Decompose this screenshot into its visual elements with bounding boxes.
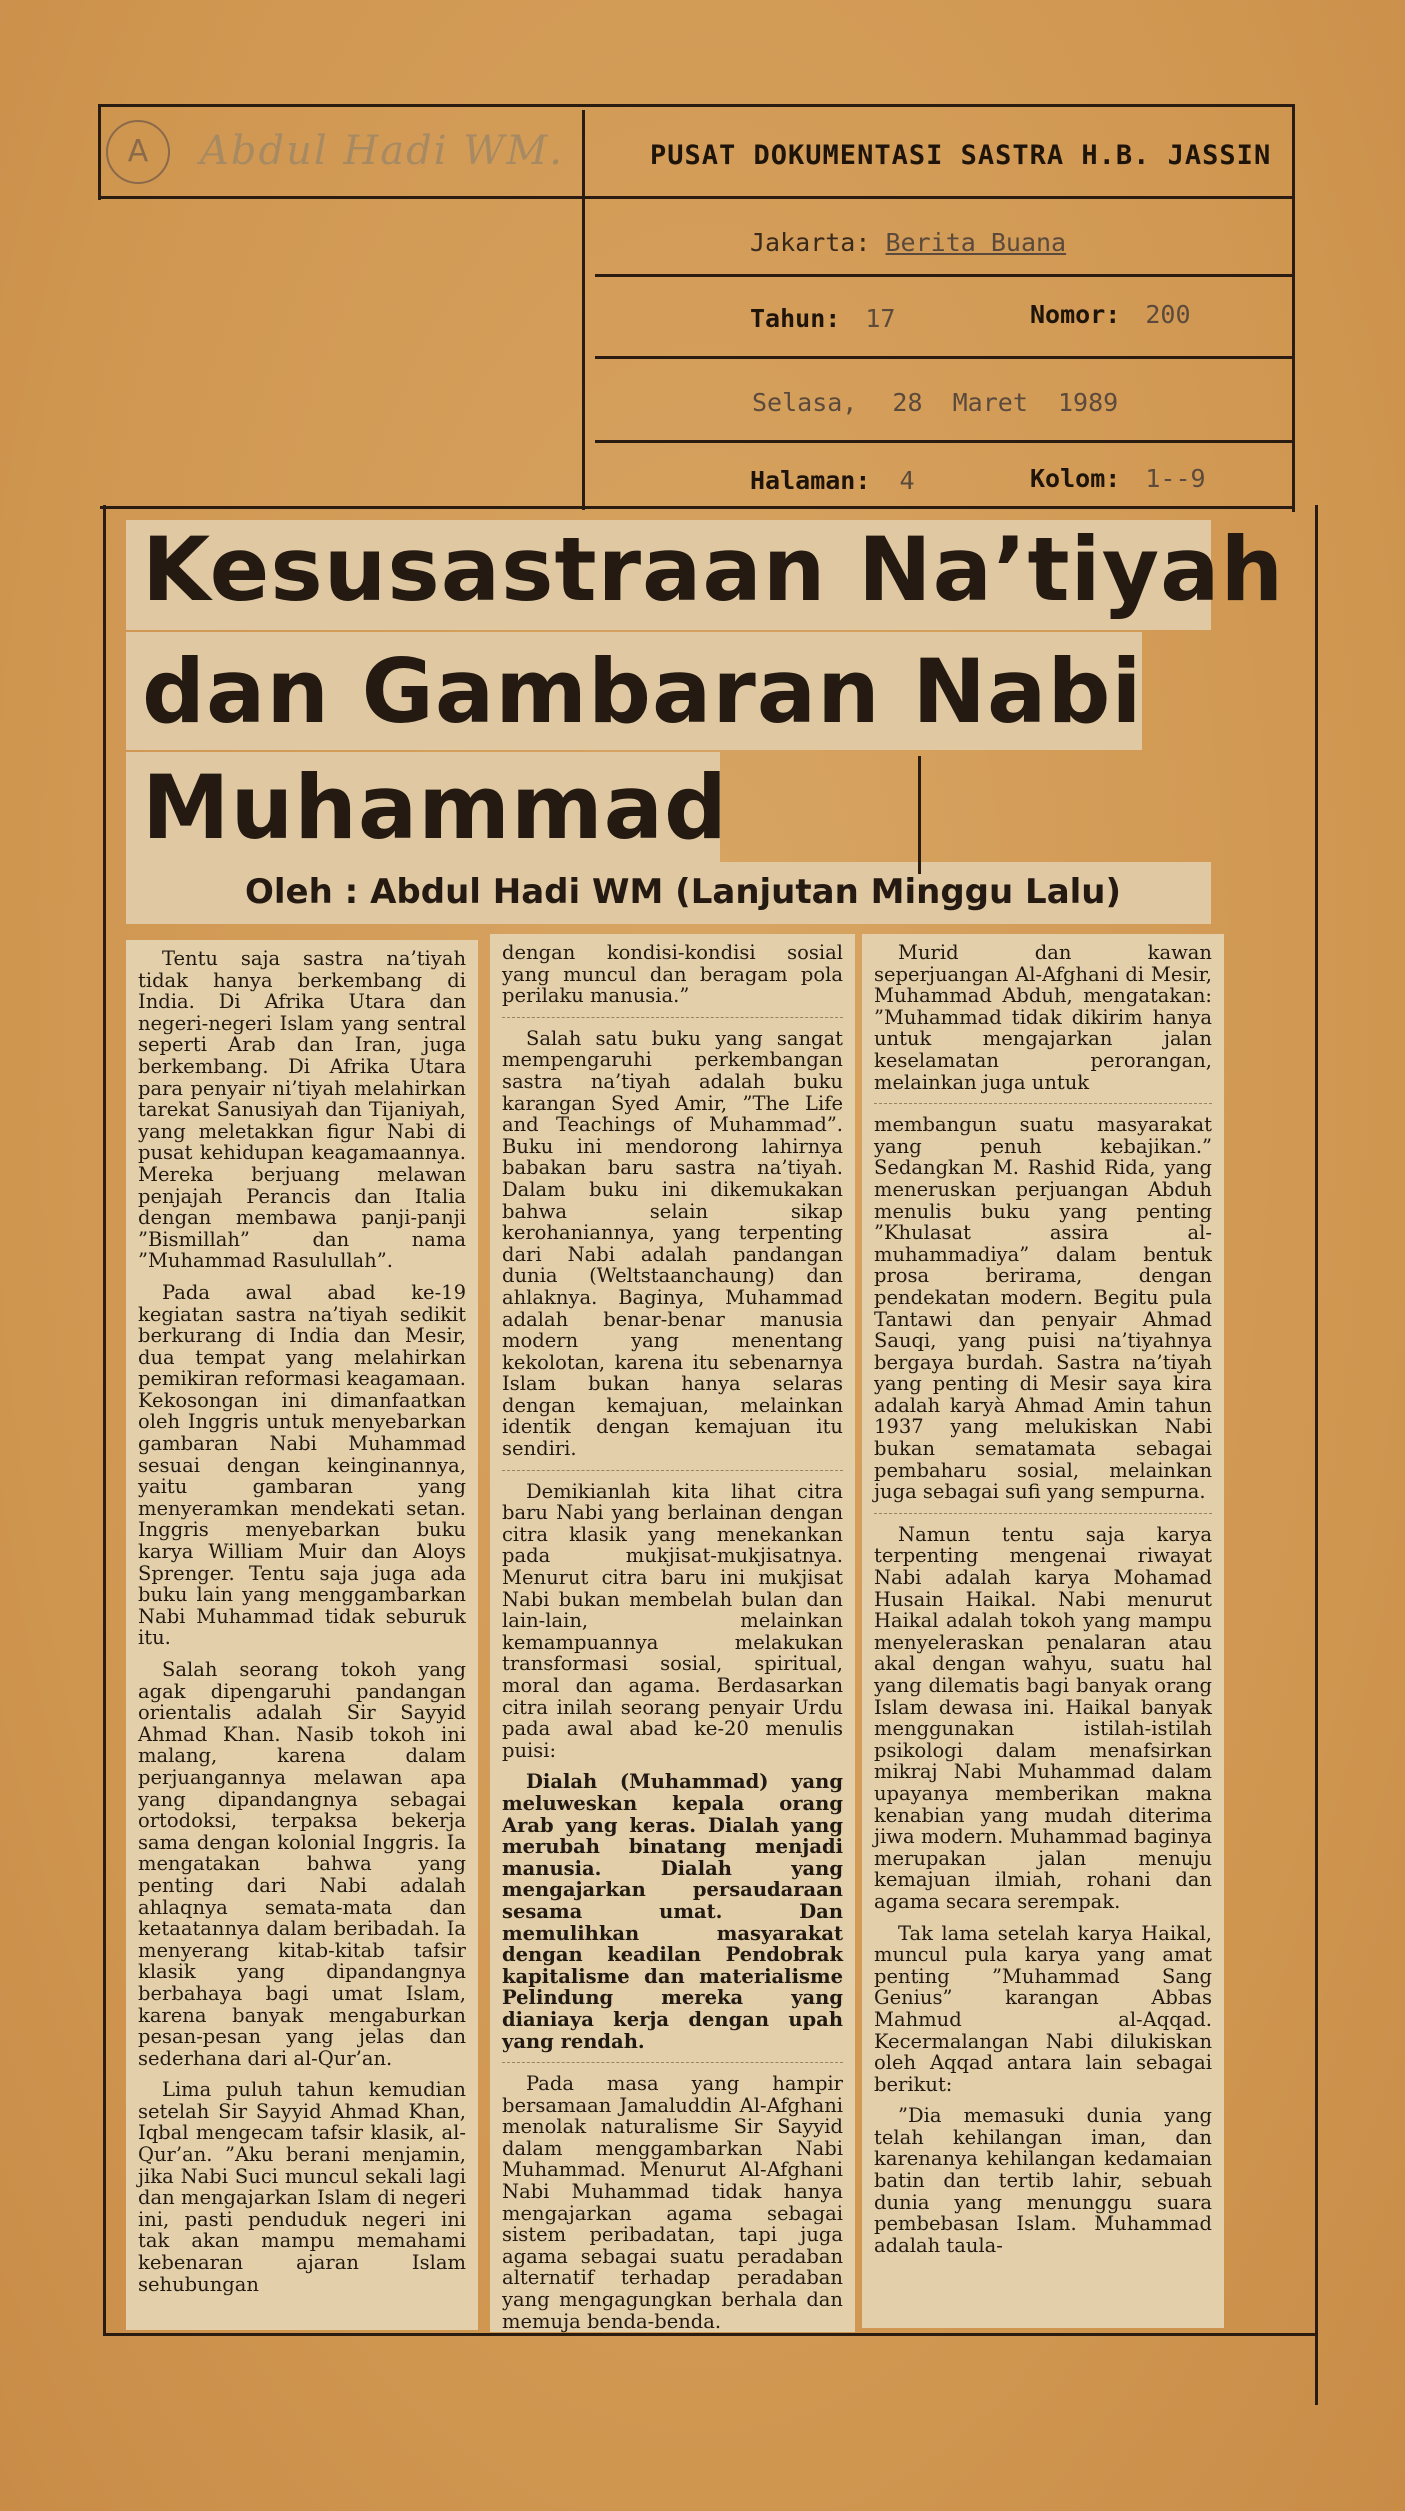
column-label: Kolom: xyxy=(1030,464,1121,493)
number-value: 200 xyxy=(1145,300,1191,329)
col3-paragraph: Namun tentu saja karya terpenting mengenai riwayat Nabi adalah karya Mohamad Husain Haikal. Nabi menurut Haikal adalah tokoh yang mampu menyeleraskan penalaran atau akal dengan wahyu, suatu hal yang dilematis bagi banyak orang Islam dewasa ini. Haikal banyak menggunakan istilah-istilah psikologi dalam menafsirkan mikraj Nabi Muhammad dalam upayanya memberikan makna kenabian yang mudah diterima jiwa modern. Muhammad baginya merupakan jalan menuju kemajuan ilmiah, rohani dan agama secara serempak. xyxy=(874,1522,1212,1913)
year-label: Tahun: xyxy=(750,304,841,333)
frame-row-line-2 xyxy=(595,274,1292,277)
column-separator xyxy=(874,1513,1212,1514)
col2-poem-quote: Dialah (Muhammad) yang meluweskan kepala orang Arab yang keras. Dialah yang merubah binatang menjadi manusia. Dialah yang mengajarkan persaudaraan sesama umat. Dan memulihkan masyarakat dengan keadilan Pendobrak kapitalisme dan materialisme Pelindung mereka yang dianiaya kerja dengan upah yang rendah. xyxy=(502,1770,843,2053)
col2-paragraph: Salah satu buku yang sangat mempengaruhi perkembangan sastra na’tiyah adalah buku karangan Syed Amir, ”The Life and Teachings of Muhammad”. Buku ini mendorong lahirnya babakan baru sastra na’tiyah. Dalam buku ini dikemukakan bahwa selain sikap kerohaniannya, yang terpenting dari Nabi adalah pandangan dunia (Weltstaanchaung) dan ahlaknya. Baginya, Muhammad adalah benar-benar manusia modern yang menentang kekolotan, karena itu sebenarnya Islam bukan hanya selaras dengan kemajuan, melainkan identik dengan kemajuan itu sendiri. xyxy=(502,1026,843,1461)
column-separator xyxy=(502,1470,843,1471)
column-separator xyxy=(502,1017,843,1018)
headline-line-1: Kesusastraan Na’tiyah xyxy=(142,518,1285,621)
frame-right-line xyxy=(1292,104,1295,512)
number-row xyxy=(1030,300,1191,329)
frame-row-line-4 xyxy=(595,440,1292,443)
handwritten-author: Abdul Hadi WM. xyxy=(200,128,564,174)
publication-row xyxy=(750,228,1066,257)
headline-line-2: dan Gambaran Nabi xyxy=(142,640,1143,743)
article-column-3 xyxy=(862,934,1224,2328)
col3-paragraph: Murid dan kawan seperjuangan Al-Afghani di Mesir, Muhammad Abduh, mengatakan: ”Muhammad tidak dikirim hanya untuk mengajarkan jalan keselamatan perorangan, melainkan juga untuk xyxy=(874,941,1212,1094)
archive-stamp: A xyxy=(106,120,170,184)
col1-paragraph: Pada awal abad ke-19 kegiatan sastra na’tiyah sedikit berkurang di India dan Mesir, dua tempat yang melahirkan pemikiran reformasi keagamaan. Kekosongan ini dimanfaatkan oleh Inggris untuk menyebarkan gambaran Nabi Muhammad sesuai dengan keinginannya, yaitu gambaran yang menyeramkan mendekati setan. Inggris menyebarkan buku karya William Muir dan Aloys Sprenger. Tentu saja juga ada buku lain yang menggambarkan Nabi Muhammad tidak seburuk itu. xyxy=(138,1280,466,1650)
page-label: Halaman: xyxy=(750,466,871,495)
col3-paragraph: Tak lama setelah karya Haikal, muncul pula karya yang amat penting ”Muhammad Sang Genius” karangan Abbas Mahmud al-Aqqad. Kecermalangan Nabi dilukiskan oleh Aqqad antara lain sebagai berikut: xyxy=(874,1921,1212,2096)
col1-paragraph: Salah seorang tokoh yang agak dipengaruhi pandangan orientalis adalah Sir Sayyid Ahmad Khan. Nasib tokoh ini malang, karena dalam perjuangannya melawan apa yang dipandangnya sebagai ortodoksi, terpaksa bekerja sama dengan kolonial Inggris. Ia mengatakan bahwa yang penting dari Nabi adalah ahlaqnya semata-mata dan ketaatannya dalam beribadah. Ia menyerang kitab-kitab tafsir klasik yang dipandangnya berbahaya bagi umat Islam, karena banyak mengaburkan pesan-pesan yang jelas dan sederhana dari al-Qur’an. xyxy=(138,1658,466,2070)
column-separator xyxy=(502,2062,843,2063)
frame-row-line-1 xyxy=(98,196,1295,199)
year-value: 17 xyxy=(865,304,896,333)
date-value: 28 Maret 1989 xyxy=(892,388,1119,417)
column-row xyxy=(1030,464,1206,493)
frame-left-line xyxy=(98,104,101,200)
col2-paragraph: Demikianlah kita lihat citra baru Nabi yang berlainan dengan citra klasik yang menekankan pada mukjisat-mukjisatnya. Menurut citra baru ini mukjisat Nabi bukan membelah bulan dan lain-lain, melainkan kemampuannya melakukan transformasi sosial, spiritual, moral dan agama. Berdasarkan citra inilah seorang penyair Urdu pada awal abad ke-20 menulis puisi: xyxy=(502,1479,843,1762)
col2-paragraph: Pada masa yang hampir bersamaan Jamaluddin Al-Afghani menolak naturalisme Sir Sayyid dalam menggambarkan Nabi Muhammad. Menurut Al-Afghani Nabi Muhammad tidak hanya mengajarkan agama sebagai sistem peribadatan, tapi juga agama sebagai suatu peradaban alternatif terhadap peradaban yang mengagungkan berhala dan memuja benda-benda. xyxy=(502,2072,843,2333)
number-label: Nomor: xyxy=(1030,300,1121,329)
col1-paragraph: Lima puluh tahun kemudian setelah Sir Sayyid Ahmad Khan, Iqbal mengecam tafsir klasik, al-Qur’an. ”Aku berani menjamin, jika Nabi Suci muncul sekali lagi dan mengajarkan Islam di negeri ini, pasti penduduk negeri ini tak akan mampu memahami kebenaran ajaran Islam sehubungan xyxy=(138,2078,466,2296)
institution-name: PUSAT DOKUMENTASI SASTRA H.B. JASSIN xyxy=(650,140,1272,171)
article-column-2 xyxy=(490,934,855,2332)
year-row xyxy=(750,304,895,333)
date-row xyxy=(752,388,1118,417)
article-column-1 xyxy=(126,940,478,2330)
publication-name: Berita Buana xyxy=(885,228,1067,257)
col3-paragraph: membangun suatu masyarakat yang penuh kebajikan.” Sedangkan M. Rashid Rida, yang meneruskan perjuangan Abduh menulis buku yang penting ”Khulasat assira al-muhammadiya” dalam bentuk prosa berirama, dengan pendekatan modern. Begitu pula Tantawi dan penyair Ahmad Sauqi, yang puisi na’tiyahnya bergaya burdah. Sastra na’tiyah yang penting di Mesir saya kira adalah karyà Ahmad Amin tahun 1937 yang melukiskan Nabi bukan sematamata sebagai pembaharu sosial, melainkan juga sebagai sufi yang sempurna. xyxy=(874,1113,1212,1504)
date-day: Selasa, xyxy=(752,388,858,417)
headline-line-3: Muhammad xyxy=(142,756,729,859)
page-row xyxy=(750,466,915,495)
clip-border-right xyxy=(1315,505,1318,2405)
page-value: 4 xyxy=(899,466,915,495)
frame-row-line-3 xyxy=(595,356,1292,359)
column-value: 1--9 xyxy=(1145,464,1206,493)
frame-bottom-line xyxy=(100,506,1295,509)
headline-divider xyxy=(918,756,921,874)
frame-middle-line xyxy=(582,110,585,510)
col2-paragraph: dengan kondisi-kondisi sosial yang muncul dan beragam pola perilaku manusia.” xyxy=(502,941,843,1008)
col1-paragraph: Tentu saja sastra na’tiyah tidak hanya berkembang di India. Di Afrika Utara dan negeri-negeri Islam yang sentral seperti Arab dan Iran, juga berkembang. Di Afrika Utara para penyair ni’tiyah melahirkan tarekat Sanusiyah dan Tijaniyah, yang meletakkan figur Nabi di pusat kehidupan keagamaannya. Mereka berjuang melawan penjajah Perancis dan Italia dengan membawa panji-panji ”Bismillah” dan nama ”Muhammad Rasulullah”. xyxy=(138,947,466,1273)
frame-top-line xyxy=(98,104,1295,107)
clip-border-left xyxy=(103,505,106,2335)
column-separator xyxy=(874,1103,1212,1104)
clip-border-bottom xyxy=(103,2333,1318,2336)
city-label: Jakarta: xyxy=(750,228,871,257)
article-byline: Oleh : Abdul Hadi WM (Lanjutan Minggu Lalu) xyxy=(245,872,1122,912)
col3-paragraph: ”Dia memasuki dunia yang telah kehilangan iman, dan karenanya kehilangan kedamaian batin dan tertib lahir, sebuah dunia yang menunggu suara pembebasan Islam. Muhammad adalah taula- xyxy=(874,2104,1212,2257)
